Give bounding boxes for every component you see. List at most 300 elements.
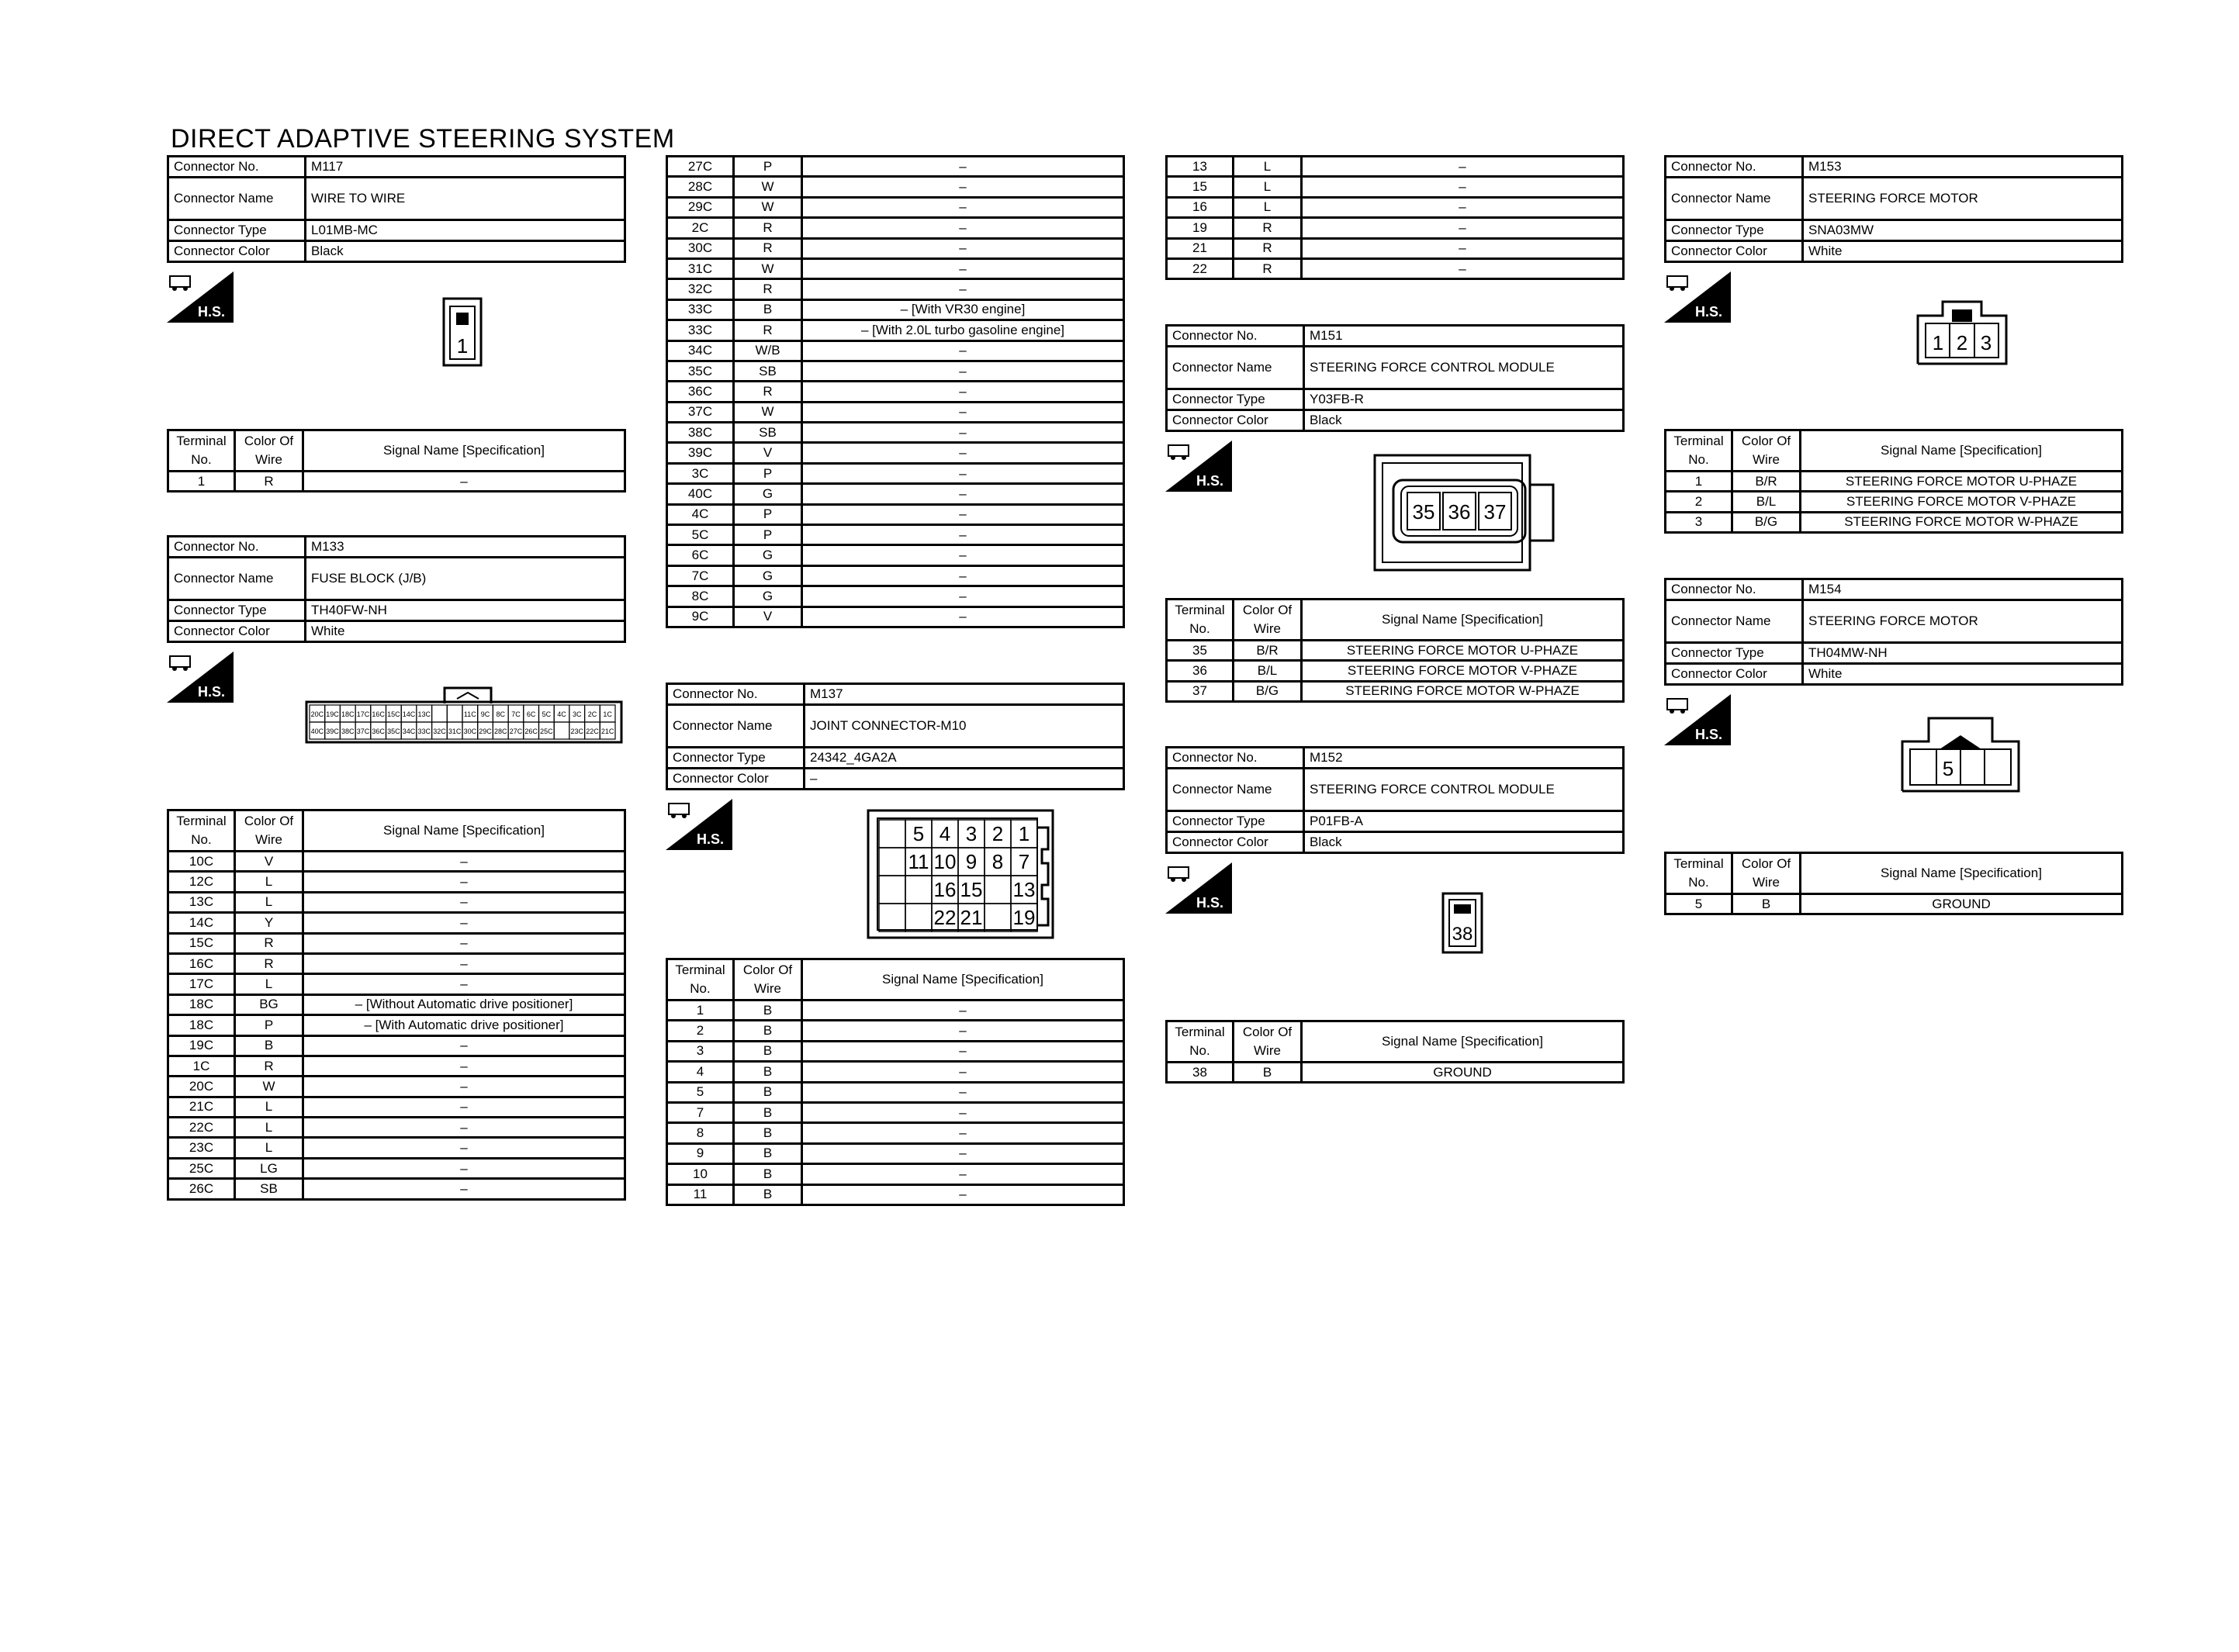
svg-text:H.S.: H.S. bbox=[198, 684, 226, 700]
wire-color-cell: BG bbox=[235, 994, 303, 1014]
pin-label: 23C bbox=[570, 728, 584, 735]
signal-table-m154 bbox=[1664, 852, 2123, 915]
wire-color-cell: W bbox=[235, 1077, 303, 1097]
signal-name-cell: – bbox=[802, 258, 1124, 278]
connector-info-m117: Connector No. M117 Connector Name WIRE TO WIRE Connector Type L01MB-MC Connector Color Black bbox=[167, 155, 626, 263]
table-row bbox=[168, 1138, 625, 1158]
color-of-wire-header: Color Of Wire bbox=[734, 959, 802, 1001]
harness-side-icon bbox=[1165, 862, 1232, 914]
pin-cell bbox=[447, 705, 462, 722]
signal-name-cell: – bbox=[802, 443, 1124, 463]
signal-name-cell: – bbox=[802, 586, 1124, 607]
signal-name-cell: – bbox=[303, 974, 625, 994]
terminal-no-cell: 7 bbox=[667, 1102, 734, 1122]
pin-label: 22C bbox=[586, 728, 599, 735]
signal-name-cell: – bbox=[802, 1184, 1124, 1204]
signal-name-cell: – bbox=[303, 1097, 625, 1117]
wire-color-cell: P bbox=[734, 463, 802, 483]
wire-color-cell: B bbox=[734, 1164, 802, 1184]
pin-label: 31C bbox=[448, 728, 462, 735]
connector-info-m137: Connector No. M137 Connector Name JOINT CONNECTOR-M10 Connector Type 24342_4GA2A Connector Color – bbox=[666, 683, 1125, 790]
signal-table-m133-continued bbox=[666, 155, 1125, 628]
table-row bbox=[168, 1118, 625, 1138]
table-row bbox=[667, 382, 1124, 402]
wire-color-cell: B/G bbox=[1234, 681, 1302, 701]
terminal-no-cell: 12C bbox=[168, 872, 235, 892]
pin-label: 5C bbox=[542, 710, 552, 718]
wire-color-cell: B bbox=[734, 1021, 802, 1041]
terminal-no-header: Terminal No. bbox=[168, 430, 235, 472]
wire-color-cell: B bbox=[734, 1123, 802, 1143]
pin-label: 30C bbox=[463, 728, 477, 735]
signal-name-cell: – bbox=[802, 382, 1124, 402]
terminal-no-cell: 21 bbox=[1167, 238, 1234, 258]
pin-label: 33C bbox=[417, 728, 431, 735]
wire-color-cell: V bbox=[734, 607, 802, 627]
signal-name-cell: – bbox=[802, 463, 1124, 483]
connector-name-value: STEERING FORCE CONTROL MODULE bbox=[1304, 769, 1624, 811]
wire-color-cell: B/R bbox=[1732, 472, 1801, 492]
signal-name-cell: – bbox=[303, 953, 625, 973]
table-row bbox=[168, 872, 625, 892]
connector-no-value: M151 bbox=[1304, 326, 1624, 347]
signal-name-cell: – bbox=[802, 484, 1124, 504]
table-row bbox=[667, 218, 1124, 238]
signal-table-m153 bbox=[1664, 429, 2123, 534]
pin-label: 39C bbox=[326, 728, 339, 735]
terminal-no-cell: 1C bbox=[168, 1056, 235, 1076]
terminal-no-cell: 2 bbox=[1666, 492, 1732, 512]
svg-text:H.S.: H.S. bbox=[1695, 727, 1723, 742]
terminal-no-cell: 5 bbox=[1666, 894, 1732, 914]
table-row bbox=[168, 1035, 625, 1056]
wire-color-cell: R bbox=[235, 953, 303, 973]
wire-color-cell: R bbox=[1234, 258, 1302, 278]
connector-color-value: White bbox=[1803, 664, 2123, 685]
terminal-no-cell: 32C bbox=[667, 279, 734, 299]
harness-side-icon bbox=[167, 271, 234, 323]
table-row bbox=[667, 299, 1124, 320]
wire-color-cell: B bbox=[734, 1082, 802, 1102]
terminal-no-cell: 5 bbox=[667, 1082, 734, 1102]
signal-name-cell: – bbox=[802, 177, 1124, 197]
signal-name-cell: – bbox=[802, 423, 1124, 443]
signal-name-cell: – bbox=[303, 1138, 625, 1158]
wire-color-cell: SB bbox=[235, 1179, 303, 1199]
color-of-wire-header: Color Of Wire bbox=[1732, 430, 1801, 472]
wire-color-cell: L bbox=[1234, 177, 1302, 197]
connector-type-value: SNA03MW bbox=[1803, 220, 2123, 241]
connector-color-value: White bbox=[306, 621, 625, 642]
terminal-no-cell: 13C bbox=[168, 892, 235, 912]
terminal-no-cell: 38C bbox=[667, 423, 734, 443]
table-row bbox=[667, 1123, 1124, 1143]
signal-name-cell: – bbox=[303, 933, 625, 953]
wire-color-cell: R bbox=[235, 933, 303, 953]
color-of-wire-header: Color Of Wire bbox=[235, 810, 303, 852]
signal-name-cell: – bbox=[303, 872, 625, 892]
table-row bbox=[1167, 238, 1624, 258]
wire-color-cell: B bbox=[734, 1143, 802, 1163]
signal-name-cell: – bbox=[802, 1143, 1124, 1163]
connector-info-m153: Connector No. M153 Connector Name STEERING FORCE MOTOR Connector Type SNA03MW Connector Color White bbox=[1664, 155, 2123, 263]
pin-cell bbox=[985, 904, 1011, 931]
terminal-no-cell: 20C bbox=[168, 1077, 235, 1097]
terminal-no-cell: 19 bbox=[1167, 218, 1234, 238]
signal-name-cell: – bbox=[802, 402, 1124, 422]
connector-face-m152 bbox=[1441, 892, 1483, 954]
terminal-no-cell: 30C bbox=[667, 238, 734, 258]
pin-label: 13C bbox=[417, 710, 431, 718]
pin-label: 28C bbox=[493, 728, 507, 735]
pin-label: 2 bbox=[1956, 331, 1968, 354]
pin-cell bbox=[432, 705, 448, 722]
table-row bbox=[168, 892, 625, 912]
wire-color-cell: G bbox=[734, 565, 802, 586]
table-row bbox=[1666, 492, 2123, 512]
table-row bbox=[1167, 661, 1624, 681]
wire-color-cell: B/G bbox=[1732, 512, 1801, 532]
connector-type-value: P01FB-A bbox=[1304, 811, 1624, 832]
pin-label: 36 bbox=[1448, 500, 1471, 524]
pin-label: 16 bbox=[933, 878, 957, 901]
wire-color-cell: L bbox=[235, 1097, 303, 1117]
terminal-no-cell: 36 bbox=[1167, 661, 1234, 681]
terminal-no-cell: 37C bbox=[667, 402, 734, 422]
pin-label: 19 bbox=[1012, 906, 1036, 929]
connector-name-value: WIRE TO WIRE bbox=[306, 178, 625, 220]
signal-table-m151 bbox=[1165, 598, 1625, 703]
signal-name-cell: GROUND bbox=[1801, 894, 2123, 914]
pin-label: 7C bbox=[511, 710, 521, 718]
wire-color-cell: R bbox=[734, 238, 802, 258]
table-row bbox=[667, 1143, 1124, 1163]
pin-label: 11 bbox=[908, 850, 929, 873]
wire-color-cell: R bbox=[1234, 218, 1302, 238]
pin-label: 1 bbox=[456, 334, 469, 358]
signal-name-cell: – [With 2.0L turbo gasoline engine] bbox=[802, 320, 1124, 340]
signal-name-cell: – bbox=[1302, 177, 1624, 197]
table-row bbox=[1167, 157, 1624, 177]
signal-table-m117 bbox=[167, 429, 626, 492]
table-row bbox=[168, 974, 625, 994]
terminal-no-header: Terminal No. bbox=[1167, 1021, 1234, 1063]
connector-color-value: Black bbox=[306, 241, 625, 262]
connector-info-m151: Connector No. M151 Connector Name STEERING FORCE CONTROL MODULE Connector Type Y03FB-R Connector Color Black bbox=[1165, 324, 1625, 432]
connector-face-m137 bbox=[867, 809, 1061, 941]
wire-color-cell: R bbox=[235, 472, 303, 492]
pin-label: 22 bbox=[933, 906, 957, 929]
terminal-no-cell: 9C bbox=[667, 607, 734, 627]
wire-color-cell: R bbox=[734, 320, 802, 340]
connector-name-value: FUSE BLOCK (J/B) bbox=[306, 558, 625, 600]
terminal-no-cell: 35C bbox=[667, 361, 734, 381]
wire-color-cell: LG bbox=[235, 1158, 303, 1178]
wire-color-cell: V bbox=[734, 443, 802, 463]
signal-name-cell: – bbox=[802, 197, 1124, 217]
table-row bbox=[667, 402, 1124, 422]
pin-label: 10 bbox=[933, 850, 957, 873]
pin-label: 17C bbox=[356, 710, 370, 718]
table-row bbox=[667, 545, 1124, 565]
connector-name-value: STEERING FORCE CONTROL MODULE bbox=[1304, 347, 1624, 389]
terminal-no-cell: 27C bbox=[667, 157, 734, 177]
table-row bbox=[667, 197, 1124, 217]
svg-text:H.S.: H.S. bbox=[198, 304, 226, 320]
connector-face-m151 bbox=[1373, 454, 1556, 572]
terminal-no-header: Terminal No. bbox=[1167, 600, 1234, 641]
signal-table-m137-continued bbox=[1165, 155, 1625, 280]
terminal-no-cell: 33C bbox=[667, 320, 734, 340]
pin-label: 32C bbox=[433, 728, 446, 735]
table-row bbox=[1167, 258, 1624, 278]
terminal-no-cell: 37 bbox=[1167, 681, 1234, 701]
harness-side-icon bbox=[666, 799, 732, 850]
terminal-no-cell: 8 bbox=[667, 1123, 734, 1143]
connector-face-m117 bbox=[442, 297, 483, 367]
pin-label: 16C bbox=[372, 710, 385, 718]
terminal-no-cell: 16 bbox=[1167, 197, 1234, 217]
signal-name-cell: – bbox=[802, 1021, 1124, 1041]
signal-name-cell: – [With Automatic drive positioner] bbox=[303, 1015, 625, 1035]
table-row bbox=[667, 586, 1124, 607]
signal-name-cell: STEERING FORCE MOTOR V-PHAZE bbox=[1801, 492, 2123, 512]
table-row bbox=[667, 463, 1124, 483]
svg-text:H.S.: H.S. bbox=[1695, 304, 1723, 320]
table-row bbox=[1167, 218, 1624, 238]
signal-name-cell: – bbox=[303, 913, 625, 933]
wire-color-cell: L bbox=[235, 1118, 303, 1138]
signal-name-cell: – bbox=[802, 607, 1124, 627]
signal-name-cell: STEERING FORCE MOTOR U-PHAZE bbox=[1801, 472, 2123, 492]
terminal-no-header: Terminal No. bbox=[1666, 430, 1732, 472]
pin-label: 37 bbox=[1483, 500, 1507, 524]
terminal-no-cell: 14C bbox=[168, 913, 235, 933]
connector-no-value: M133 bbox=[306, 537, 625, 558]
terminal-no-cell: 4 bbox=[667, 1062, 734, 1082]
signal-name-cell: – [With VR30 engine] bbox=[802, 299, 1124, 320]
connector-info-m133: Connector No. M133 Connector Name FUSE BLOCK (J/B) Connector Type TH40FW-NH Connector Color White bbox=[167, 535, 626, 643]
terminal-no-header: Terminal No. bbox=[667, 959, 734, 1001]
table-row bbox=[667, 1164, 1124, 1184]
pin-label: 4 bbox=[939, 822, 951, 845]
signal-name-header: Signal Name [Specification] bbox=[303, 810, 625, 852]
color-of-wire-header: Color Of Wire bbox=[1234, 1021, 1302, 1063]
signal-name-cell: – bbox=[802, 238, 1124, 258]
pin-label: 11C bbox=[463, 710, 476, 718]
wire-color-cell: R bbox=[1234, 238, 1302, 258]
table-row bbox=[667, 258, 1124, 278]
harness-side-icon bbox=[1165, 441, 1232, 492]
signal-table-m137 bbox=[666, 958, 1125, 1206]
signal-name-cell: – bbox=[1302, 258, 1624, 278]
table-row bbox=[667, 320, 1124, 340]
wire-color-cell: SB bbox=[734, 423, 802, 443]
connector-type-value: L01MB-MC bbox=[306, 220, 625, 241]
terminal-no-cell: 19C bbox=[168, 1035, 235, 1056]
signal-name-header: Signal Name [Specification] bbox=[303, 430, 625, 472]
pin-label: 2 bbox=[991, 822, 1004, 845]
connector-info-m152: Connector No. M152 Connector Name STEERING FORCE CONTROL MODULE Connector Type P01FB-A Connector Color Black bbox=[1165, 746, 1625, 854]
terminal-no-cell: 13 bbox=[1167, 157, 1234, 177]
table-row bbox=[168, 933, 625, 953]
terminal-no-cell: 25C bbox=[168, 1158, 235, 1178]
terminal-no-cell: 7C bbox=[667, 565, 734, 586]
connector-color-value: Black bbox=[1304, 410, 1624, 431]
terminal-no-cell: 29C bbox=[667, 197, 734, 217]
pin-label: 6C bbox=[526, 710, 536, 718]
signal-name-cell: – bbox=[1302, 218, 1624, 238]
harness-side-icon bbox=[1664, 271, 1731, 323]
terminal-no-cell: 23C bbox=[168, 1138, 235, 1158]
signal-name-cell: – bbox=[802, 1164, 1124, 1184]
connector-type-value: Y03FB-R bbox=[1304, 389, 1624, 410]
signal-name-cell: – bbox=[1302, 238, 1624, 258]
page-title: DIRECT ADAPTIVE STEERING SYSTEM bbox=[171, 124, 675, 154]
wire-color-cell: W bbox=[734, 177, 802, 197]
terminal-no-cell: 22C bbox=[168, 1118, 235, 1138]
table-row bbox=[667, 177, 1124, 197]
wire-color-cell: G bbox=[734, 586, 802, 607]
signal-name-cell: – bbox=[802, 1041, 1124, 1061]
table-row bbox=[667, 504, 1124, 524]
connector-no-value: M154 bbox=[1803, 579, 2123, 600]
terminal-no-cell: 22 bbox=[1167, 258, 1234, 278]
wire-color-cell: B bbox=[734, 299, 802, 320]
connector-name-value: JOINT CONNECTOR-M10 bbox=[805, 705, 1124, 748]
pin-label: 40C bbox=[310, 728, 324, 735]
pin-label: 5 bbox=[1942, 757, 1954, 780]
terminal-no-cell: 1 bbox=[1666, 472, 1732, 492]
terminal-no-cell: 3C bbox=[667, 463, 734, 483]
wire-color-cell: R bbox=[734, 279, 802, 299]
wire-color-cell: B bbox=[734, 1062, 802, 1082]
terminal-no-cell: 2C bbox=[667, 218, 734, 238]
table-row bbox=[1167, 177, 1624, 197]
wire-color-cell: L bbox=[235, 1138, 303, 1158]
signal-name-header: Signal Name [Specification] bbox=[1302, 600, 1624, 641]
table-row bbox=[168, 1056, 625, 1076]
terminal-no-cell: 21C bbox=[168, 1097, 235, 1117]
signal-name-cell: – bbox=[802, 157, 1124, 177]
pin-label: 21C bbox=[600, 728, 614, 735]
table-row bbox=[667, 423, 1124, 443]
pin-label: 1C bbox=[603, 710, 612, 718]
table-row bbox=[667, 1082, 1124, 1102]
pin-label: 8 bbox=[991, 850, 1004, 873]
pin-label: 1 bbox=[1932, 331, 1944, 354]
table-row bbox=[1666, 894, 2123, 914]
signal-name-cell: – bbox=[303, 1158, 625, 1178]
connector-face-m154 bbox=[1901, 714, 2020, 793]
wire-color-cell: W bbox=[734, 402, 802, 422]
terminal-no-cell: 34C bbox=[667, 340, 734, 361]
terminal-no-cell: 18C bbox=[168, 1015, 235, 1035]
signal-name-cell: – bbox=[802, 504, 1124, 524]
terminal-no-cell: 28C bbox=[667, 177, 734, 197]
pin-label: 25C bbox=[540, 728, 553, 735]
table-row bbox=[667, 525, 1124, 545]
signal-name-header: Signal Name [Specification] bbox=[1801, 853, 2123, 894]
connector-type-value: 24342_4GA2A bbox=[805, 748, 1124, 769]
table-row bbox=[667, 607, 1124, 627]
connector-type-value: TH40FW-NH bbox=[306, 600, 625, 621]
connector-name-value: STEERING FORCE MOTOR bbox=[1803, 178, 2123, 220]
connector-face-m133 bbox=[305, 679, 623, 744]
wire-color-cell: P bbox=[235, 1015, 303, 1035]
connector-color-value: White bbox=[1803, 241, 2123, 262]
pin-label: 5 bbox=[912, 822, 925, 845]
wire-color-cell: Y bbox=[235, 913, 303, 933]
table-row bbox=[168, 1179, 625, 1199]
table-row bbox=[667, 340, 1124, 361]
wire-color-cell: B bbox=[734, 1102, 802, 1122]
svg-text:H.S.: H.S. bbox=[1196, 473, 1224, 489]
connector-no-value: M137 bbox=[805, 684, 1124, 705]
wire-color-cell: V bbox=[235, 852, 303, 872]
pin-label: 7 bbox=[1018, 850, 1030, 873]
table-row bbox=[667, 238, 1124, 258]
wire-color-cell: L bbox=[1234, 157, 1302, 177]
terminal-no-cell: 38 bbox=[1167, 1063, 1234, 1083]
wire-color-cell: R bbox=[734, 382, 802, 402]
pin-cell bbox=[985, 876, 1011, 904]
table-row bbox=[667, 1041, 1124, 1061]
wire-color-cell: B/L bbox=[1234, 661, 1302, 681]
pin-cell bbox=[879, 848, 905, 876]
signal-name-cell: – bbox=[802, 361, 1124, 381]
terminal-no-cell: 36C bbox=[667, 382, 734, 402]
signal-table-m152 bbox=[1165, 1020, 1625, 1083]
table-row bbox=[168, 953, 625, 973]
signal-name-cell: – bbox=[802, 279, 1124, 299]
wire-color-cell: B bbox=[235, 1035, 303, 1056]
terminal-no-header: Terminal No. bbox=[168, 810, 235, 852]
terminal-no-cell: 6C bbox=[667, 545, 734, 565]
table-row bbox=[168, 852, 625, 872]
table-row bbox=[168, 1077, 625, 1097]
pin-label: 18C bbox=[341, 710, 355, 718]
signal-name-cell: – bbox=[802, 218, 1124, 238]
signal-name-cell: – [Without Automatic drive positioner] bbox=[303, 994, 625, 1014]
pin-label: 8C bbox=[496, 710, 506, 718]
pin-label: 34C bbox=[402, 728, 416, 735]
wire-color-cell: G bbox=[734, 484, 802, 504]
terminal-no-cell: 3 bbox=[1666, 512, 1732, 532]
pin-label: 3 bbox=[965, 822, 978, 845]
wire-color-cell: R bbox=[235, 1056, 303, 1076]
terminal-no-cell: 15 bbox=[1167, 177, 1234, 197]
wire-color-cell: B bbox=[734, 1041, 802, 1061]
table-row bbox=[667, 443, 1124, 463]
wire-color-cell: G bbox=[734, 545, 802, 565]
wire-color-cell: W bbox=[734, 258, 802, 278]
terminal-no-cell: 31C bbox=[667, 258, 734, 278]
terminal-no-cell: 1 bbox=[168, 472, 235, 492]
pin-label: 20C bbox=[310, 710, 324, 718]
wire-color-cell: B bbox=[1234, 1063, 1302, 1083]
pin-label: 27C bbox=[509, 728, 523, 735]
pin-label: 26C bbox=[524, 728, 538, 735]
wire-color-cell: P bbox=[734, 157, 802, 177]
table-row bbox=[168, 1158, 625, 1178]
table-row bbox=[1167, 1063, 1624, 1083]
terminal-no-cell: 10 bbox=[667, 1164, 734, 1184]
terminal-no-cell: 40C bbox=[667, 484, 734, 504]
table-row bbox=[667, 1062, 1124, 1082]
table-row bbox=[667, 1102, 1124, 1122]
pin-label: 38C bbox=[341, 728, 355, 735]
